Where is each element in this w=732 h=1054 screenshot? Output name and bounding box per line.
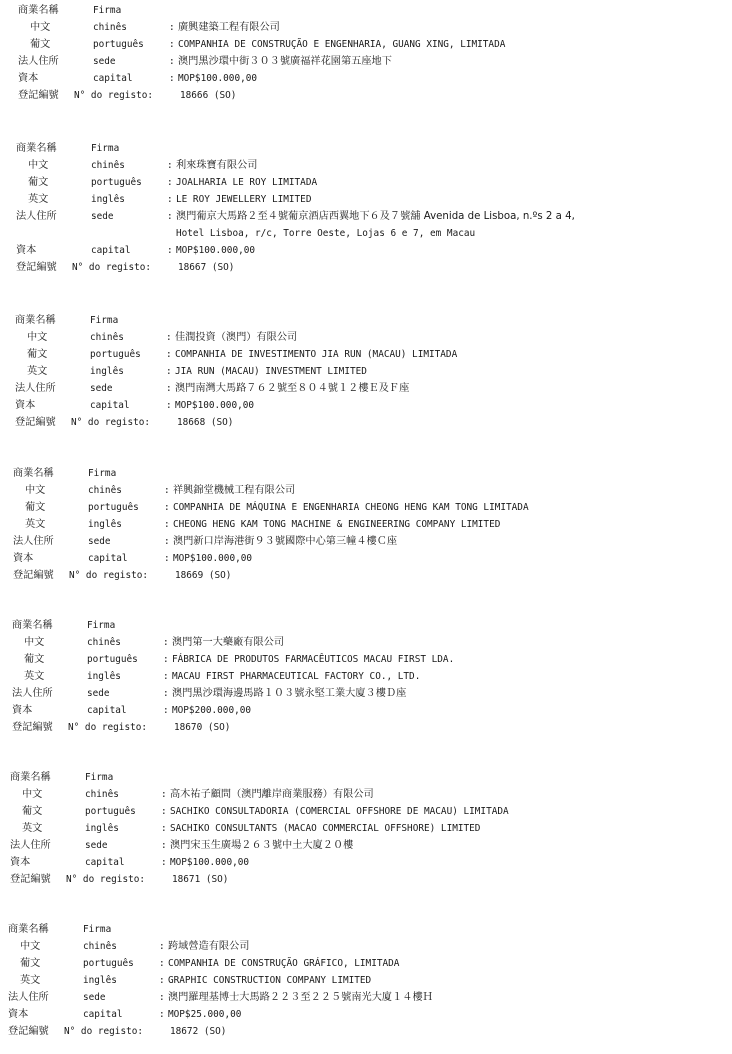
chinese-label-zh: 中文 — [20, 941, 41, 952]
chinese-label-pt: chinês — [87, 637, 121, 648]
record-line-chinese — [18, 19, 720, 36]
record-line-portuguese — [13, 499, 720, 516]
separator: : — [166, 366, 172, 377]
sede-label-pt: sede — [90, 383, 113, 394]
separator: : — [167, 160, 173, 171]
record-line-capital — [16, 242, 720, 259]
separator: : — [159, 958, 165, 969]
chinese-label-zh: 中文 — [30, 22, 51, 33]
registo-label-pt: N° do registo: — [68, 722, 148, 733]
english-label-pt: inglês — [91, 194, 125, 205]
chinese-label-zh: 中文 — [27, 332, 48, 343]
english-value: GRAPHIC CONSTRUCTION COMPANY LIMITED — [168, 975, 372, 986]
english-label-pt: inglês — [87, 671, 121, 682]
separator: : — [167, 194, 173, 205]
chinese-label-pt: chinês — [91, 160, 125, 171]
registo-number: 18671 (SO) — [172, 874, 229, 885]
firma-label-pt: Firma — [83, 924, 112, 935]
english-label-zh: 英文 — [27, 366, 48, 377]
record-line-sede — [12, 685, 720, 702]
record-line-chinese — [10, 786, 720, 803]
firma-label-pt: Firma — [87, 620, 116, 631]
record-line-capital — [10, 854, 720, 871]
separator: : — [166, 349, 172, 360]
record-line-portuguese — [16, 174, 720, 191]
capital-value: MOP$100.000,00 — [170, 857, 250, 868]
capital-label-pt: capital — [83, 1009, 123, 1020]
english-value: SACHIKO CONSULTANTS (MACAO COMMERCIAL OFFSHORE) LIMITED — [170, 823, 481, 834]
separator: : — [159, 941, 165, 952]
record-line-sede — [8, 989, 720, 1006]
capital-value: MOP$100.000,00 — [176, 245, 256, 256]
capital-label-zh: 資本 — [10, 857, 31, 868]
record-line-capital — [8, 1006, 720, 1023]
english-value: JIA RUN (MACAU) INVESTMENT LIMITED — [175, 366, 367, 377]
record-line-sede-cont — [16, 225, 720, 242]
record-line-registo — [12, 719, 720, 736]
firma-label-pt: Firma — [88, 468, 117, 479]
chinese-label-zh: 中文 — [24, 637, 45, 648]
separator: : — [161, 840, 167, 851]
sede-label-zh: 法人住所 — [15, 383, 56, 394]
sede-label-zh: 法人住所 — [12, 688, 53, 699]
sede-continuation: Hotel Lisboa, r/c, Torre Oeste, Lojas 6 e 7, em Macau — [176, 228, 476, 239]
record-line-firma — [10, 769, 720, 786]
portuguese-value: FÁBRICA DE PRODUTOS FARMACÊUTICOS MACAU FIRST LDA. — [172, 654, 455, 665]
registo-number: 18666 (SO) — [180, 90, 237, 101]
portuguese-value: COMPANHIA DE MÁQUINA E ENGENHARIA CHEONG HENG KAM TONG LIMITADA — [173, 502, 529, 513]
record-line-chinese — [16, 157, 720, 174]
registo-label-zh: 登記編號 — [10, 874, 51, 885]
chinese-label-pt: chinês — [93, 22, 127, 33]
chinese-label-pt: chinês — [88, 485, 122, 496]
english-value: MACAU FIRST PHARMACEUTICAL FACTORY CO., LTD. — [172, 671, 421, 682]
record-line-capital — [12, 702, 720, 719]
chinese-label-pt: chinês — [85, 789, 119, 800]
registo-label-zh: 登記編號 — [18, 90, 59, 101]
capital-label-pt: capital — [85, 857, 125, 868]
registo-number: 18669 (SO) — [175, 570, 232, 581]
portuguese-value: COMPANHIA DE CONSTRUÇÃO GRÁFICO, LIMITADA — [168, 958, 400, 969]
portuguese-label-pt: português — [88, 502, 139, 513]
capital-value: MOP$100.000,00 — [178, 73, 258, 84]
registo-number: 18668 (SO) — [177, 417, 234, 428]
capital-label-zh: 資本 — [12, 705, 33, 716]
capital-label-zh: 資本 — [8, 1009, 29, 1020]
registo-number: 18670 (SO) — [174, 722, 231, 733]
firma-label-zh: 商業名稱 — [13, 468, 54, 479]
record-line-firma — [16, 140, 720, 157]
registo-label-zh: 登記編號 — [16, 262, 57, 273]
english-label-pt: inglês — [85, 823, 119, 834]
separator: : — [161, 806, 167, 817]
english-label-zh: 英文 — [20, 975, 41, 986]
sede-label-pt: sede — [93, 56, 116, 67]
record-line-english — [12, 668, 720, 685]
sede-label-zh: 法人住所 — [16, 211, 57, 222]
firma-label-pt: Firma — [90, 315, 119, 326]
firma-label-pt: Firma — [91, 143, 120, 154]
separator: : — [163, 671, 169, 682]
english-label-pt: inglês — [88, 519, 122, 530]
record-line-english — [10, 820, 720, 837]
registo-label-pt: N° do registo: — [69, 570, 149, 581]
registo-label-pt: N° do registo: — [74, 90, 154, 101]
record-line-registo — [13, 567, 720, 584]
record-line-chinese — [13, 482, 720, 499]
chinese-label-pt: chinês — [90, 332, 124, 343]
sede-value: 澳門黑沙環中街３０３號廣福祥花園第五座地下 — [178, 56, 392, 67]
separator: : — [163, 654, 169, 665]
separator: : — [159, 975, 165, 986]
capital-label-zh: 資本 — [18, 73, 39, 84]
record-line-english — [8, 972, 720, 989]
record-line-portuguese — [10, 803, 720, 820]
record-line-sede — [13, 533, 720, 550]
english-value: LE ROY JEWELLERY LIMITED — [176, 194, 312, 205]
record-line-chinese — [15, 329, 720, 346]
record-line-firma — [8, 921, 720, 938]
capital-label-zh: 資本 — [16, 245, 37, 256]
english-label-zh: 英文 — [24, 671, 45, 682]
portuguese-label-zh: 葡文 — [20, 958, 41, 969]
portuguese-value: COMPANHIA DE CONSTRUÇÃO E ENGENHARIA, GUANG XING, LIMITADA — [178, 39, 506, 50]
record-line-registo — [10, 871, 720, 888]
registo-number: 18667 (SO) — [178, 262, 235, 273]
portuguese-label-pt: português — [85, 806, 136, 817]
separator: : — [161, 857, 167, 868]
separator: : — [166, 332, 172, 343]
separator: : — [167, 211, 173, 222]
record-line-chinese — [12, 634, 720, 651]
separator: : — [169, 22, 175, 33]
registo-number: 18672 (SO) — [170, 1026, 227, 1037]
sede-value: 澳門新口岸海港街９３號國際中心第三幢４樓Ｃ座 — [173, 536, 398, 547]
firma-label-zh: 商業名稱 — [8, 924, 49, 935]
chinese-value: 利來珠寶有限公司 — [176, 160, 258, 171]
portuguese-value: COMPANHIA DE INVESTIMENTO JIA RUN (MACAU) LIMITADA — [175, 349, 458, 360]
record-line-firma — [18, 2, 720, 19]
separator: : — [163, 637, 169, 648]
chinese-value: 跨域營造有限公司 — [168, 941, 250, 952]
chinese-label-pt: chinês — [83, 941, 117, 952]
record-line-registo — [18, 87, 720, 104]
registo-label-pt: N° do registo: — [71, 417, 151, 428]
sede-label-pt: sede — [85, 840, 108, 851]
chinese-value: 佳潤投資（澳門）有限公司 — [175, 332, 298, 343]
record-line-registo — [15, 414, 720, 431]
english-label-pt: inglês — [90, 366, 124, 377]
separator: : — [167, 245, 173, 256]
chinese-value: 祥興錦堂機械工程有限公司 — [173, 485, 296, 496]
separator: : — [164, 519, 170, 530]
portuguese-label-zh: 葡文 — [24, 654, 45, 665]
record-line-english — [15, 363, 720, 380]
firma-label-zh: 商業名稱 — [10, 772, 51, 783]
sede-label-pt: sede — [88, 536, 111, 547]
english-label-zh: 英文 — [22, 823, 43, 834]
registo-label-zh: 登記編號 — [8, 1026, 49, 1037]
registo-label-zh: 登記編號 — [13, 570, 54, 581]
sede-label-pt: sede — [83, 992, 106, 1003]
portuguese-label-zh: 葡文 — [28, 177, 49, 188]
registo-label-zh: 登記編號 — [15, 417, 56, 428]
separator: : — [169, 56, 175, 67]
separator: : — [161, 789, 167, 800]
sede-label-zh: 法人住所 — [13, 536, 54, 547]
record-line-chinese — [8, 938, 720, 955]
sede-label-zh: 法人住所 — [10, 840, 51, 851]
chinese-value: 廣興建築工程有限公司 — [178, 22, 280, 33]
capital-value: MOP$100.000,00 — [175, 400, 255, 411]
sede-value: 澳門宋玉生廣場２６３號中土大廈２０樓 — [170, 840, 354, 851]
firma-label-zh: 商業名稱 — [15, 315, 56, 326]
capital-label-pt: capital — [91, 245, 131, 256]
capital-value: MOP$25.000,00 — [168, 1009, 242, 1020]
sede-value: 澳門葡京大馬路２至４號葡京酒店西翼地下６及７號舖 Avenida de Lisboa, n.ºs 2 a 4, — [176, 211, 575, 222]
firma-label-zh: 商業名稱 — [16, 143, 57, 154]
firma-label-pt: Firma — [93, 5, 122, 16]
portuguese-value: JOALHARIA LE ROY LIMITADA — [176, 177, 318, 188]
portuguese-value: SACHIKO CONSULTADORIA (COMERCIAL OFFSHORE DE MACAU) LIMITADA — [170, 806, 509, 817]
english-label-pt: inglês — [83, 975, 117, 986]
portuguese-label-zh: 葡文 — [30, 39, 51, 50]
record-line-english — [16, 191, 720, 208]
registo-label-pt: N° do registo: — [64, 1026, 144, 1037]
record-line-sede — [10, 837, 720, 854]
separator: : — [166, 383, 172, 394]
english-value: CHEONG HENG KAM TONG MACHINE & ENGINEERING COMPANY LIMITED — [173, 519, 501, 530]
separator: : — [163, 688, 169, 699]
record-line-capital — [18, 70, 720, 87]
separator: : — [164, 502, 170, 513]
firma-label-pt: Firma — [85, 772, 114, 783]
chinese-label-zh: 中文 — [22, 789, 43, 800]
capital-label-zh: 資本 — [15, 400, 36, 411]
separator: : — [163, 705, 169, 716]
chinese-label-zh: 中文 — [25, 485, 46, 496]
record-line-capital — [15, 397, 720, 414]
portuguese-label-pt: português — [83, 958, 134, 969]
capital-value: MOP$100.000,00 — [173, 553, 253, 564]
record-line-english — [13, 516, 720, 533]
record-line-portuguese — [8, 955, 720, 972]
separator: : — [159, 1009, 165, 1020]
capital-label-pt: capital — [90, 400, 130, 411]
chinese-value: 高木祐子顧問（澳門離岸商業服務）有限公司 — [170, 789, 374, 800]
sede-value: 澳門羅理基博士大馬路２２３至２２５號南光大廈１４樓Ｈ — [168, 992, 433, 1003]
firma-label-zh: 商業名稱 — [18, 5, 59, 16]
record-line-portuguese — [18, 36, 720, 53]
separator: : — [169, 73, 175, 84]
capital-label-pt: capital — [88, 553, 128, 564]
sede-value: 澳門南灣大馬路７６２號至８０４號１２樓Ｅ及Ｆ座 — [175, 383, 410, 394]
separator: : — [169, 39, 175, 50]
chinese-value: 澳門第一大藥廠有限公司 — [172, 637, 285, 648]
registo-label-zh: 登記編號 — [12, 722, 53, 733]
portuguese-label-zh: 葡文 — [27, 349, 48, 360]
sede-label-pt: sede — [87, 688, 110, 699]
portuguese-label-pt: português — [87, 654, 138, 665]
record-line-firma — [13, 465, 720, 482]
portuguese-label-pt: português — [91, 177, 142, 188]
sede-label-pt: sede — [91, 211, 114, 222]
sede-value: 澳門黑沙環海邊馬路１０３號永堅工業大廈３樓Ｄ座 — [172, 688, 407, 699]
firma-label-zh: 商業名稱 — [12, 620, 53, 631]
capital-label-zh: 資本 — [13, 553, 34, 564]
record-line-sede — [18, 53, 720, 70]
portuguese-label-pt: português — [93, 39, 144, 50]
registo-label-pt: N° do registo: — [66, 874, 146, 885]
english-label-zh: 英文 — [25, 519, 46, 530]
portuguese-label-zh: 葡文 — [22, 806, 43, 817]
english-label-zh: 英文 — [28, 194, 49, 205]
separator: : — [164, 485, 170, 496]
separator: : — [161, 823, 167, 834]
separator: : — [164, 536, 170, 547]
record-line-firma — [12, 617, 720, 634]
record-line-registo — [16, 259, 720, 276]
chinese-label-zh: 中文 — [28, 160, 49, 171]
record-line-portuguese — [15, 346, 720, 363]
record-line-sede — [16, 208, 720, 225]
capital-label-pt: capital — [93, 73, 133, 84]
capital-label-pt: capital — [87, 705, 127, 716]
portuguese-label-zh: 葡文 — [25, 502, 46, 513]
separator: : — [166, 400, 172, 411]
registo-label-pt: N° do registo: — [72, 262, 152, 273]
capital-value: MOP$200.000,00 — [172, 705, 252, 716]
portuguese-label-pt: português — [90, 349, 141, 360]
record-line-sede — [15, 380, 720, 397]
sede-label-zh: 法人住所 — [18, 56, 59, 67]
separator: : — [159, 992, 165, 1003]
record-line-portuguese — [12, 651, 720, 668]
record-line-registo — [8, 1023, 720, 1040]
sede-label-zh: 法人住所 — [8, 992, 49, 1003]
separator: : — [164, 553, 170, 564]
separator: : — [167, 177, 173, 188]
record-line-capital — [13, 550, 720, 567]
record-line-firma — [15, 312, 720, 329]
